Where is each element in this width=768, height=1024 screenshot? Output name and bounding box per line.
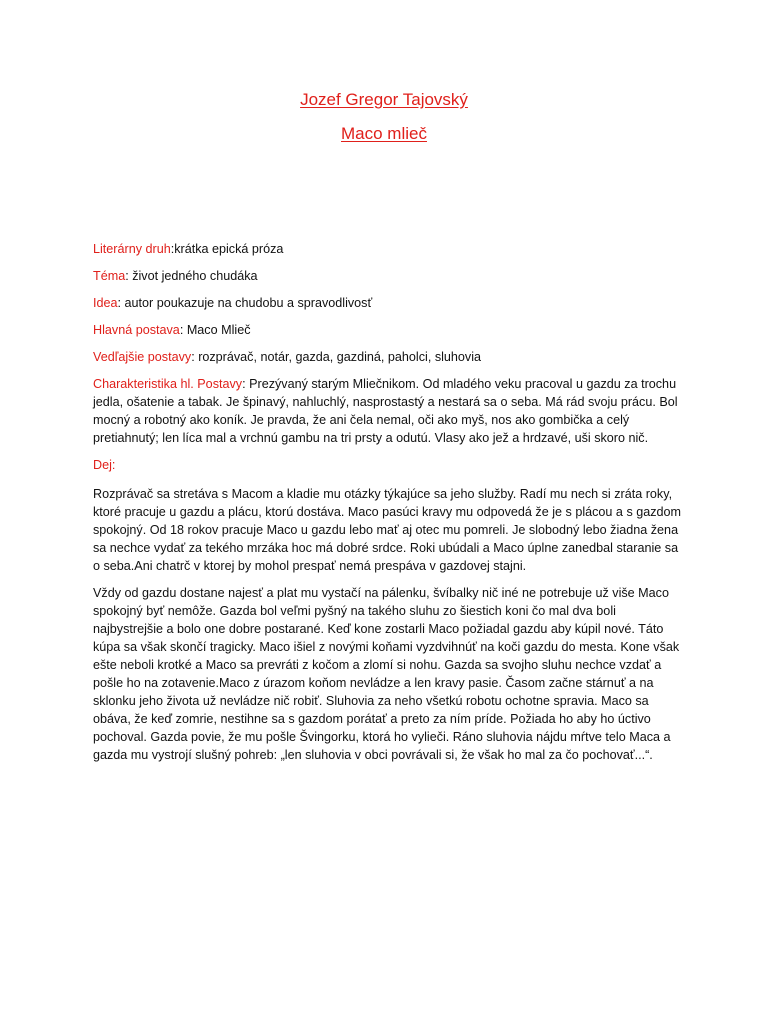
meta-separator: :: [117, 296, 125, 310]
document-body: [93, 240, 688, 773]
meta-value: Maco Mlieč: [186, 323, 251, 337]
meta-label: Hlavná postava: [93, 323, 180, 337]
meta-separator: :: [191, 350, 199, 364]
meta-value: autor poukazuje na chudobu a spravodlivosť: [124, 296, 373, 310]
meta-literary-genre: [93, 240, 688, 258]
plot-heading: Dej:: [93, 458, 116, 472]
meta-value: Prezývaný starým Mliečnikom. Od mladého veku pracoval u gazdu za trochu jedla, ošatenie a tabak. Je špinavý, nahluchlý, nasprostastý a nestará sa o seba. Má rád svoju prácu. Bol mocný a robotný ako koník. Je pravda, že ani čela nemal, oči ako myš, nos ako gombička a celý pretiahnutý; len líca mal a vrchnú gambu na tri prsty a odutú. Vlasy ako jež a hrdzavé, uši skoro nič.: [93, 377, 678, 445]
meta-label: Téma: [93, 269, 126, 283]
meta-label: Idea: [93, 296, 118, 310]
plot-paragraph: Rozprávač sa stretáva s Macom a kladie mu otázky týkajúce sa jeho služby. Radí mu nech si zráta roky, ktoré pracuje u gazdu a plácu, ktorú dostáva. Maco pasúci kravy mu odpovedá že je s plácou a s gazdom spokojný. Od 18 rokov pracuje Maco u gazdu lebo mať aj otec mu pomreli. Je slobodný lebo žiadna žena sa nechce vydať za tekého mrzáka hoc má dobré srdce. Roki ubúdali a Maco úplne zanedbal staranie sa o seba.Ani chatrč v ktorej by mohol prespať nemá prespáva v gazdovej stajni.: [93, 487, 682, 573]
meta-idea: [93, 294, 688, 312]
meta-separator: :: [242, 377, 250, 391]
meta-side-characters: [93, 348, 688, 366]
meta-main-character: [93, 321, 688, 339]
meta-value: krátka epická próza: [174, 242, 284, 256]
meta-theme: [93, 267, 688, 285]
work-title: Maco mlieč: [341, 124, 427, 143]
meta-label: Vedľajšie postavy: [93, 350, 192, 364]
meta-separator: :: [125, 269, 133, 283]
meta-label: Literárny druh: [93, 242, 171, 256]
meta-label: Charakteristika hl. Postavy: [93, 377, 243, 391]
author-title: Jozef Gregor Tajovský: [300, 90, 468, 109]
meta-separator: :: [179, 323, 187, 337]
meta-separator: :: [170, 242, 175, 256]
meta-value: život jedného chudáka: [132, 269, 258, 283]
plot-paragraph: Vždy od gazdu dostane najesť a plat mu vystačí na pálenku, švíbalky nič iné ne potrebuje už više Maco spokojný byť nemôže. Gazda bol veľmi pyšný na takého sluhu zo šiestich koni čo mal dva boli najbystrejšie a bolo one dobre postarané. Keď kone zostarli Maco požiadal gazdu aby kúpil nové. Táto kúpa sa však skončí tragicky. Maco išiel z novými koňami vyzdvihnúť na koči gazdu do mesta. Kone však ešte neboli krotké a Maco sa prevráti z kočom a zlomí si nohu. Gazda sa svojho sluhu nechce vzdať a pošle ho na zotavenie.Maco z úrazom koňom nevládze a len kravy pasie. Časom začne stárnuť a na sklonku jeho života už nevládze nič robiť. Sluhovia za neho všetkú robotu ochotne spravia. Maco sa obáva, že keď zomrie, nestihne sa s gazdom porátať a preto za ním príde. Požiada ho aby ho úctivo pochoval. Gazda povie, že mu pošle Švingorku, ktorá ho vylieči. Ráno sluhovia nájdu mŕtve telo Maca a gazda mu vystrojí slušný pohreb: „len sluhovia v obci povrávali si, že však ho mal za čo pochovať...“.: [93, 586, 680, 762]
meta-characterization: [93, 375, 688, 447]
meta-value: rozprávač, notár, gazda, gazdiná, paholci, sluhovia: [198, 350, 482, 364]
